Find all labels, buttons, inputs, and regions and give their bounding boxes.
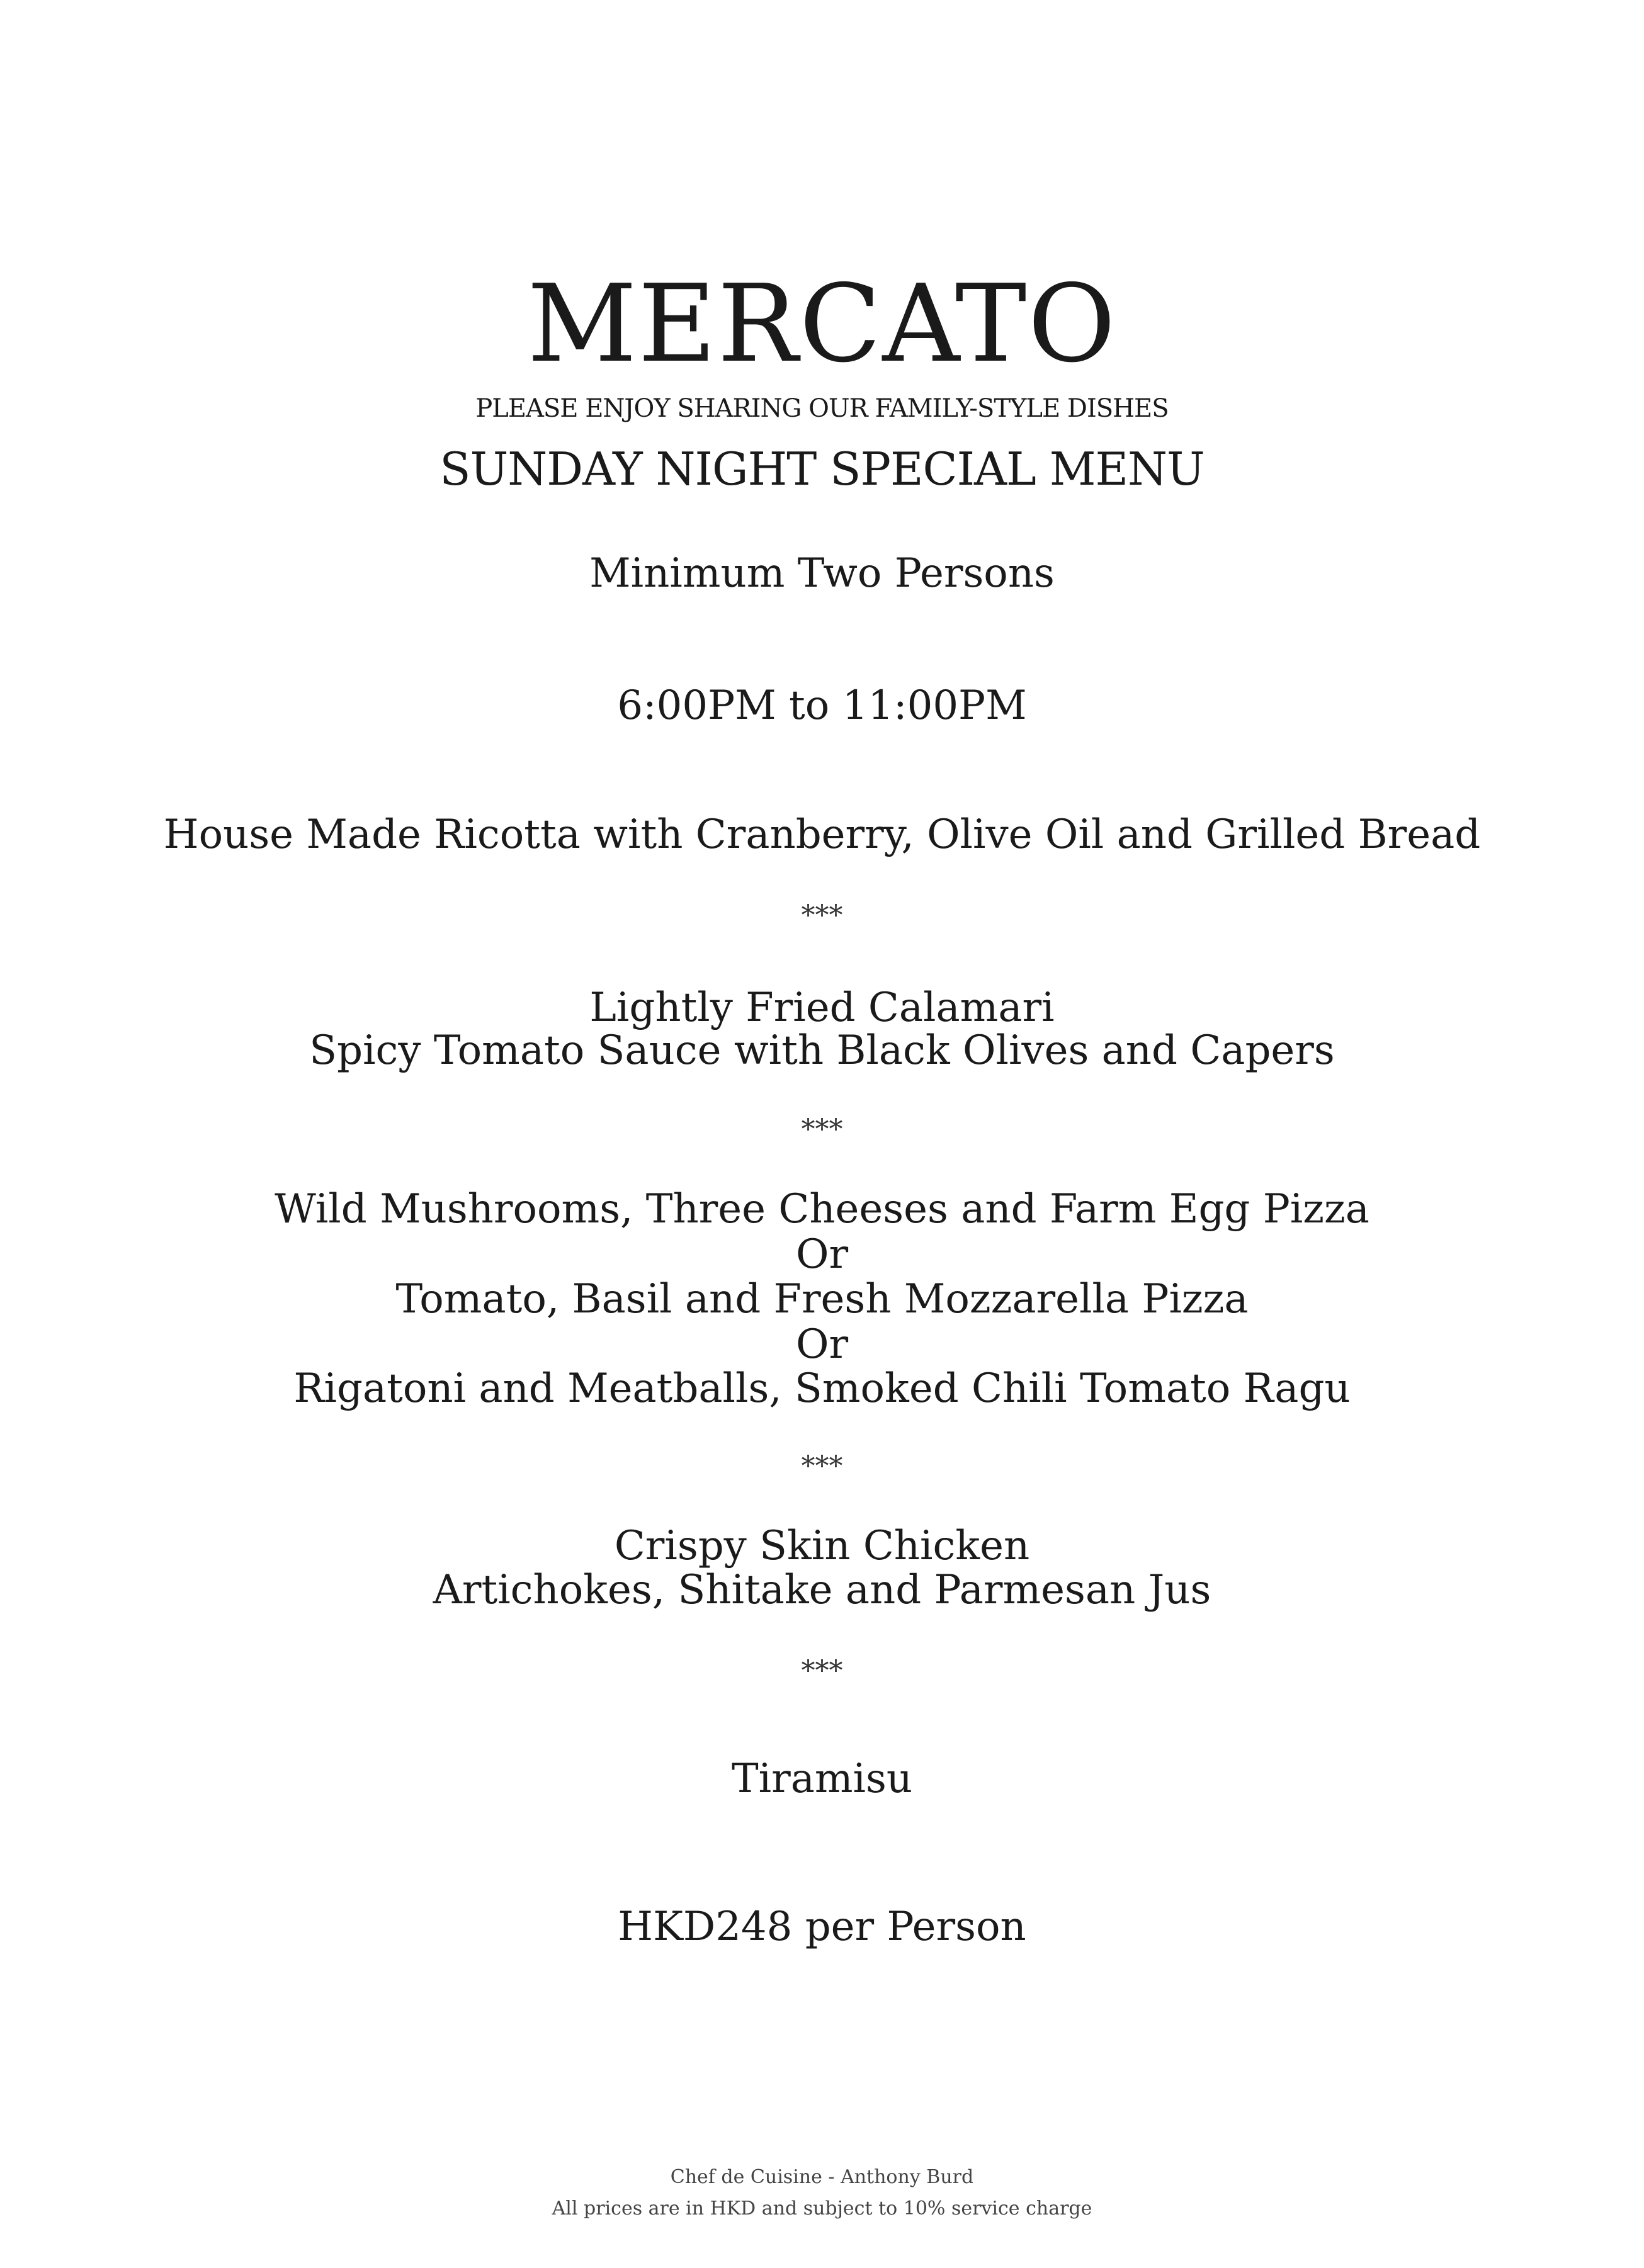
course-divider: *** — [801, 900, 843, 932]
or-separator: Or — [795, 1231, 849, 1278]
course-4-title: Crispy Skin Chicken — [614, 1523, 1030, 1569]
or-separator: Or — [795, 1321, 849, 1368]
course-divider: *** — [801, 1114, 843, 1146]
service-charge-note: All prices are in HKD and subject to 10% service charge — [552, 2197, 1092, 2220]
course-3-option-3: Rigatoni and Meatballs, Smoked Chili Tomato Ragu — [293, 1365, 1351, 1412]
course-divider: *** — [801, 1450, 843, 1482]
course-2-description: Spicy Tomato Sauce with Black Olives and Capers — [309, 1027, 1335, 1074]
serving-hours: 6:00PM to 11:00PM — [617, 682, 1027, 729]
course-4-description: Artichokes, Shitake and Parmesan Jus — [433, 1567, 1211, 1613]
course-3-option-1: Wild Mushrooms, Three Cheeses and Farm Egg Pizza — [275, 1186, 1369, 1233]
course-2-title: Lightly Fried Calamari — [589, 984, 1055, 1031]
course-1: House Made Ricotta with Cranberry, Olive Oil and Grilled Bread — [163, 811, 1481, 858]
chef-credit: Chef de Cuisine - Anthony Burd — [670, 2166, 974, 2188]
tagline: PLEASE ENJOY SHARING OUR FAMILY-STYLE DISHES — [475, 394, 1169, 423]
minimum-persons: Minimum Two Persons — [589, 550, 1055, 597]
restaurant-logo: MERCATO — [527, 262, 1117, 386]
price: HKD248 per Person — [618, 1904, 1026, 1950]
course-divider: *** — [801, 1655, 843, 1687]
course-5-dessert: Tiramisu — [731, 1756, 913, 1802]
course-3-option-2: Tomato, Basil and Fresh Mozzarella Pizza — [395, 1276, 1249, 1323]
menu-title: SUNDAY NIGHT SPECIAL MENU — [439, 443, 1205, 495]
